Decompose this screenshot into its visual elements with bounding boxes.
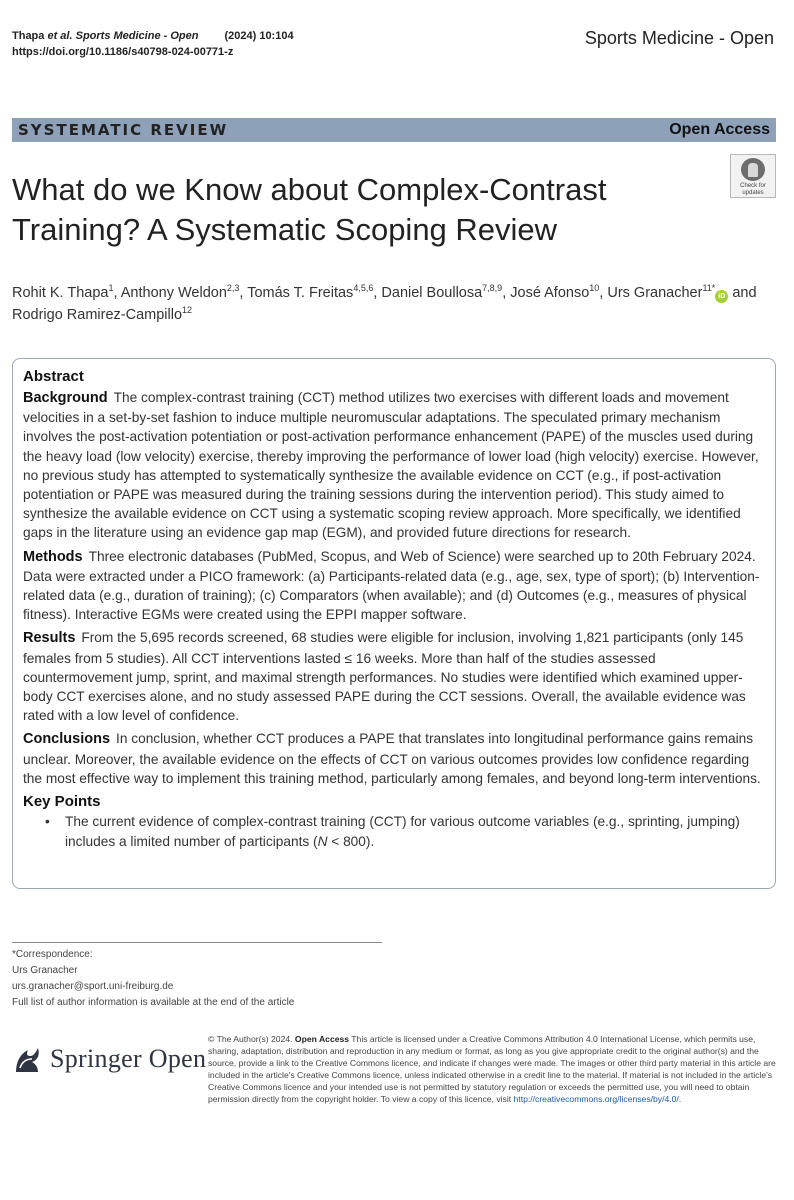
abstract-conclusions: Conclusions In conclusion, whether CCT produces a PAPE that translates into longitudinal performance gains remains unclear. Moreover, the available evidence on the effects of CCT on various outcomes provides low confidence regarding the most effective way to implement this training method, particularly among females, and beyond long-term interventions. [23,731,761,786]
springer-open-logo [10,1042,206,1076]
author[interactable]: Anthony Weldon$^{2,3}$ [120,283,240,301]
key-points-heading: Key Points [23,793,101,811]
title-line-2: Training? A Systematic Scoping Review [12,212,558,247]
author[interactable]: Tomás T. Freitas$^{4,5,6}$ [247,283,374,301]
abstract-box [12,358,776,889]
abstract-results: Results From the 5,695 records screened, 68 studies were eligible for inclusion, involving 1,821 participants (only 145 females from 5 studies). All CCT interventions lasted ≤ 16 weeks. More than half of the studies assessed countermovement jump, sprint, and maximal strength performances. No studies were identified which examined upper-body CCT exercises alone, and no study assessed PAPE during the CCT sessions. Overall, the available evidence was rated with a low level of confidence. [23,630,746,724]
author-list: Rohit K. Thapa$^1$, Anthony Weldon$^{2,3}$, Tomás T. Freitas$^{4,5,6}$, Daniel Boullosa$^{7,8,9}$, José Afonso$^{10}$, Urs Granacher$^{11*}$iD and Rodrigo Ramirez-Campillo$^{12}$ [12,283,757,323]
correspondence [12,947,173,995]
citation-line [12,28,294,44]
title-line-1: What do we Know about Complex-Contrast [12,172,607,207]
list-item: • The current evidence of complex-contrast training (CCT) for various outcome variables (e.g., sprinting, jumping) includes a limited number of participants (N < 800). [45,812,765,851]
author[interactable]: José Afonso$^{10}$ [510,283,600,301]
abstract-methods: Methods Three electronic databases (PubMed, Scopus, and Web of Science) were searched up to 20th February 2024. Data were extracted under a PICO framework: (a) Participants-related data (e.g., age, sex, type of sport); (b) Intervention-related data (e.g., duration of training); (c) Comparators (when available); and (d) Outcomes (e.g., measures of physical fitness). Interactive EGMs were created using the EPPI mapper software. [23,548,760,623]
author[interactable]: Daniel Boullosa$^{7,8,9}$ [381,283,503,301]
publisher-name: Springer Open [50,1044,207,1073]
key-points-list [23,812,765,851]
journal-name: Sports Medicine - Open [584,28,774,48]
doi-link[interactable]: https://doi.org/10.1186/s40798-024-00771-z [12,46,234,58]
springer-horse-icon [10,1042,44,1076]
abstract-background: Background The complex-contrast training (CCT) method utilizes two exercises with different loads and movement velocities in a set-by-set fashion to induce multiple neuromuscular adaptations. The speculated primary mechanism involves the post-activation potentiation or post-activation performance enhancement (PAPE) of the muscles used during the heavy load (low velocity) exercise, thereby improving the performance of lower load (high velocity) exercise. However, no previous study has attempted to systematically synthesize the available evidence on CCT (e.g., if post-activation potentiation or PAPE was measured during the training sessions during the intervention period). This study aimed to synthesize the available evidence on CCT using a systematic scoping review approach. More specifically, we identified gaps in the literature using an evidence gap map (EGM), and provided future directions for research. [23,390,759,541]
citation-authors: Thapa [12,30,45,42]
license-text: © The Author(s) 2024. Open Access This article is licensed under a Creative Commons Attribution 4.0 International License, which permits use, sharing, adaptation, distribution and reproduction in any medium or format, as long as you give appropriate credit to the original author(s) and the source, provide a link to the Creative Commons licence, and indicate if changes were made. The images or other third party material in this article are included in the article's Creative Commons licence, unless indicated otherwise in a credit line to the material. If material is not included in the article's Creative Commons licence and your intended use is not permitted by statutory regulation or exceeds the permitted use, you will need to obtain permission directly from the copyright holder. To view a copy of this licence, visit http://creativecommons.org/licenses/by/4.0/. [208,1034,776,1104]
citation-year-volume: (2024) 10:104 [224,30,294,42]
author[interactable]: Rodrigo Ramirez-Campillo$^{12}$ [12,305,193,323]
footnote-divider [12,942,382,943]
check-updates-text: Check for updates [740,183,766,196]
bookmark-icon [741,158,765,181]
citation-journal: Sports Medicine - Open [75,30,199,42]
article-type-bar [12,118,776,142]
article-type: SYSTEMATIC REVIEW [18,121,229,139]
article-title [12,170,712,250]
author-info-note: Full list of author information is available at the end of the article [12,997,295,1008]
correspondence-name: Urs Granacher [12,965,78,976]
abstract-heading: Abstract [23,368,84,385]
open-access-label: Open Access [669,121,770,138]
orcid-icon[interactable]: iD [715,290,728,303]
author[interactable]: Rohit K. Thapa$^1$ [12,283,114,301]
citation-header [12,28,294,60]
correspondence-email[interactable]: urs.granacher@sport.uni-freiburg.de [12,981,174,992]
correspondence-label: *Correspondence: [12,949,93,960]
citation-etal: et al. [47,30,73,42]
author[interactable]: Urs Granacher$^{11*}$ [607,283,716,301]
license-link[interactable]: http://creativecommons.org/licenses/by/4.0/ [513,1093,679,1104]
check-for-updates-button[interactable] [730,154,776,198]
